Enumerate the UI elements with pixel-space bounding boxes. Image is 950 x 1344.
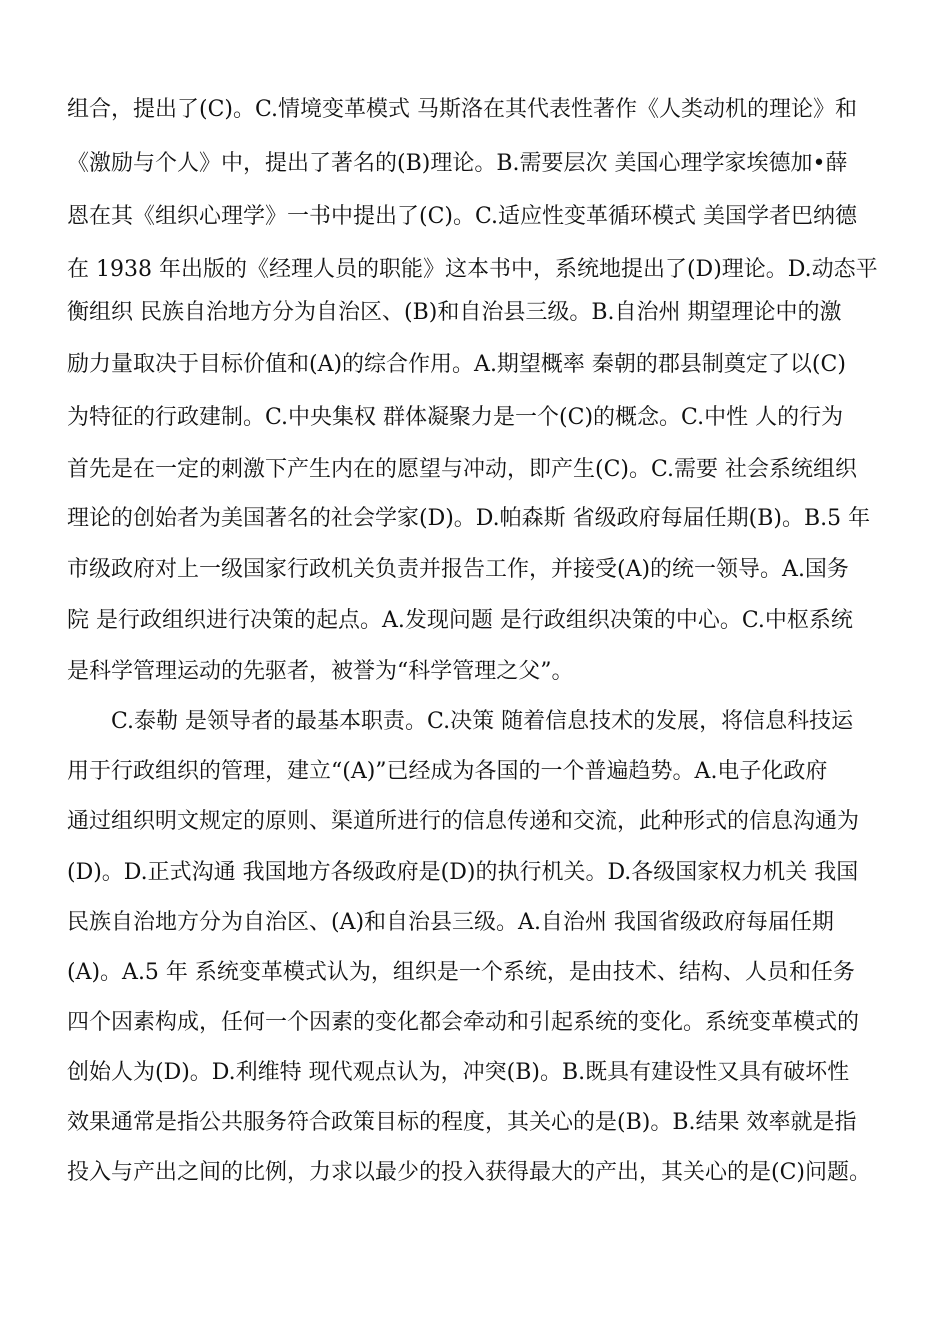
text-line: 衡组织 民族自治地方分为自治区、(B)和自治县三级。B.自治州 期望理论中的激: [67, 300, 842, 325]
text-line: (A)。A.5 年 系统变革模式认为，组织是一个系统，是由技术、结构、人员和任务: [67, 960, 855, 985]
text-line: 励力量取决于目标价值和(A)的综合作用。A.期望概率 秦朝的郡县制奠定了以(C): [67, 352, 846, 377]
text-line: 效果通常是指公共服务符合政策目标的程度，其关心的是(B)。B.结果 效率就是指: [67, 1110, 857, 1135]
text-line: 《激励与个人》中，提出了著名的(B)理论。B.需要层次 美国心理学家埃德加•薛: [67, 151, 848, 176]
text-line: 为特征的行政建制。C.中央集权 群体凝聚力是一个(C)的概念。C.中性 人的行为: [67, 405, 844, 430]
text-line: 首先是在一定的刺激下产生内在的愿望与冲动，即产生(C)。C.需要 社会系统组织: [67, 457, 858, 482]
text-line: 通过组织明文规定的原则、渠道所进行的信息传递和交流，此种形式的信息沟通为: [67, 809, 860, 834]
text-line: 用于行政组织的管理，建立“(A)”已经成为各国的一个普遍趋势。A.电子化政府: [67, 759, 828, 784]
text-line: 民族自治地方分为自治区、(A)和自治县三级。A.自治州 我国省级政府每届任期: [67, 910, 834, 935]
text-line: 院 是行政组织进行决策的起点。A.发现问题 是行政组织决策的中心。C.中枢系统: [67, 608, 853, 633]
text-line: 理论的创始者为美国著名的社会学家(D)。D.帕森斯 省级政府每届任期(B)。B.5 年: [67, 506, 871, 531]
text-line: 恩在其《组织心理学》一书中提出了(C)。C.适应性变革循环模式 美国学者巴纳德: [67, 204, 858, 229]
text-line: 投入与产出之间的比例，力求以最少的投入获得最大的产出，其关心的是(C)问题。: [67, 1160, 872, 1185]
text-line: 四个因素构成，任何一个因素的变化都会牵动和引起系统的变化。系统变革模式的: [67, 1010, 860, 1035]
text-line: 组合，提出了(C)。C.情境变革模式 马斯洛在其代表性著作《人类动机的理论》和: [67, 97, 858, 122]
text-line: 在 1938 年出版的《经理人员的职能》这本书中，系统地提出了(D)理论。D.动态平: [67, 257, 878, 282]
text-line: (D)。D.正式沟通 我国地方各级政府是(D)的执行机关。D.各级国家权力机关 我国: [67, 860, 859, 885]
text-line: C.泰勒 是领导者的最基本职责。C.决策 随着信息技术的发展，将信息科技运: [111, 709, 854, 734]
text-line: 创始人为(D)。D.利维特 现代观点认为，冲突(B)。B.既具有建设性又具有破坏性: [67, 1060, 850, 1085]
text-line: 是科学管理运动的先驱者，被誉为“科学管理之父”。: [67, 659, 574, 684]
text-line: 市级政府对上一级国家行政机关负责并报告工作，并接受(A)的统一领导。A.国务: [67, 557, 849, 582]
